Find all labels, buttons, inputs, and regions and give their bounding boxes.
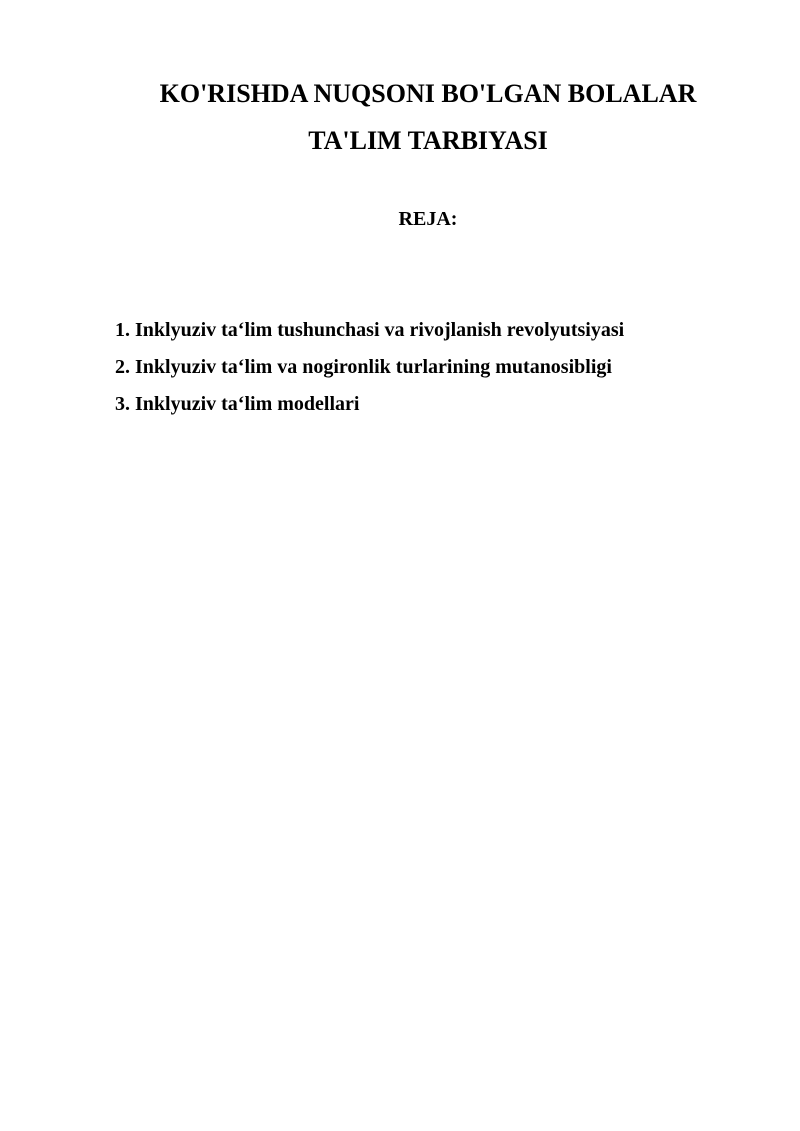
document-title-line-1: KO'RISHDA NUQSONI BO'LGAN BOLALAR bbox=[159, 79, 697, 108]
plan-heading: REJA: bbox=[398, 208, 458, 230]
plan-list bbox=[115, 318, 624, 429]
plan-item-1: 1. Inklyuziv ta‘lim tushunchasi va rivojlanish revolyutsiyasi bbox=[115, 319, 625, 341]
plan-item-2: 2. Inklyuziv ta‘lim va nogironlik turlarining mutanosibligi bbox=[115, 356, 612, 378]
document-title-line-2: TA'LIM TARBIYASI bbox=[308, 126, 548, 155]
plan-item-3: 3. Inklyuziv ta‘lim modellari bbox=[115, 393, 360, 415]
